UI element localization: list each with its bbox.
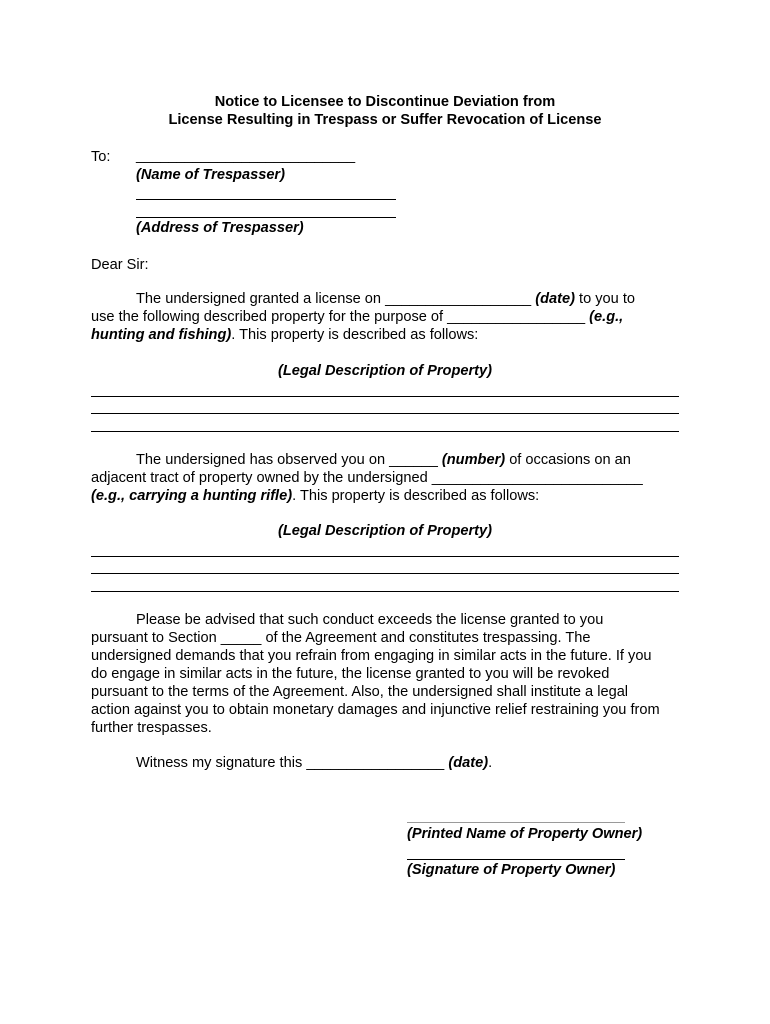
signature-line — [407, 859, 625, 860]
printed-name-line — [407, 822, 625, 823]
para2-line-3: (e.g., carrying a hunting rifle). This property is described as follows: — [91, 488, 540, 504]
legal-description-line — [91, 556, 679, 557]
date-placeholder: (date) — [448, 755, 489, 771]
salutation: Dear Sir: — [91, 257, 149, 273]
legal-description-line — [91, 396, 679, 397]
para3-line-3: undersigned demands that you refrain from engaging in similar acts in the future. If you — [91, 648, 652, 664]
para3-line-4: do engage in similar acts in the future, the license granted to you will be revoked — [91, 666, 610, 682]
para2-line-1: The undersigned has observed you on ______ (number) of occasions on an — [136, 452, 631, 468]
para3-line-2: pursuant to Section _____ of the Agreement and constitutes trespassing. The — [91, 630, 591, 646]
address-line-2 — [136, 217, 396, 218]
date-placeholder: (date) — [535, 291, 575, 307]
legal-description-label-2: (Legal Description of Property) — [277, 523, 493, 539]
title-line-2: License Resulting in Trespass or Suffer Revocation of License — [168, 112, 602, 128]
title-line-1: Notice to Licensee to Discontinue Deviation from — [214, 94, 556, 110]
para3-line-5: pursuant to the terms of the Agreement. Also, the undersigned shall institute a legal — [91, 684, 629, 700]
name-blank: ___________________________ — [136, 148, 356, 164]
to-label: To: — [91, 149, 111, 165]
para3-line-1: Please be advised that such conduct exceeds the license granted to you — [136, 612, 604, 628]
para1-line-3: hunting and fishing). This property is described as follows: — [91, 327, 479, 343]
legal-description-line — [91, 591, 679, 592]
legal-description-label-1: (Legal Description of Property) — [277, 363, 493, 379]
legal-description-line — [91, 413, 679, 414]
signature-label: (Signature of Property Owner) — [407, 862, 616, 878]
para1-line-1: The undersigned granted a license on __________________ (date) to you to — [136, 291, 636, 307]
witness-line: Witness my signature this _________________ (date). — [136, 755, 493, 771]
address-of-trespasser-label: (Address of Trespasser) — [136, 220, 304, 236]
legal-description-line — [91, 573, 679, 574]
legal-description-line — [91, 431, 679, 432]
address-line-1 — [136, 199, 396, 200]
printed-name-label: (Printed Name of Property Owner) — [407, 826, 643, 842]
number-placeholder: (number) — [441, 452, 506, 468]
para3-line-6: action against you to obtain monetary damages and injunctive relief restraining you from — [91, 702, 660, 718]
name-of-trespasser-label: (Name of Trespasser) — [136, 167, 285, 183]
para3-line-7: further trespasses. — [91, 720, 212, 736]
para2-line-2: adjacent tract of property owned by the undersigned __________________________ — [91, 470, 643, 486]
para1-line-2: use the following described property for the purpose of _________________ (e.g., — [91, 309, 624, 325]
